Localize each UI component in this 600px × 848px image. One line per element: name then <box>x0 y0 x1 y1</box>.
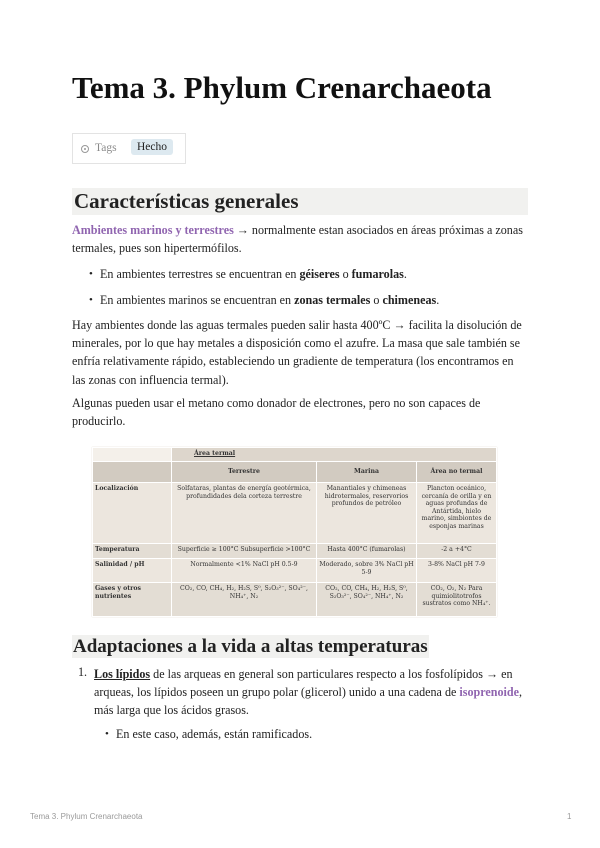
bullet-text: . <box>436 293 440 307</box>
table-header: Terrestre <box>172 462 317 483</box>
list-item <box>116 725 536 743</box>
numbered-item-lipidos <box>94 665 526 720</box>
table-header: Área no termal <box>417 462 497 483</box>
bullet-text: o <box>370 293 383 307</box>
bullet-bold: fumarolas <box>351 267 404 281</box>
page-number: 1 <box>567 812 572 821</box>
list-item <box>100 291 520 309</box>
table-cell: Manantiales y chimeneas hidrotermales, reservorios profundos de petróleo <box>317 483 417 544</box>
environment-table <box>92 447 497 617</box>
table-cell: Localización <box>93 483 172 544</box>
bullet-text: En ambientes marinos se encuentran en <box>100 293 295 307</box>
bullet-bold: zonas termales <box>294 293 371 307</box>
footer-title: Tema 3. Phylum Crenarchaeota <box>30 812 143 821</box>
list-item <box>100 265 520 283</box>
bullet-text: En ambientes terrestres se encuentran en <box>100 267 300 281</box>
table-row <box>93 448 497 462</box>
list-number: 1. <box>78 665 88 679</box>
table-cell: Moderado, sobre 3% NaCl pH 5-9 <box>317 559 417 583</box>
environment-table-image <box>92 447 497 617</box>
table-cell: CO₂, O₂, N₂ Para quimiolitotrofos sustratos como NH₄⁺. <box>417 583 497 617</box>
table-row <box>93 543 497 558</box>
paragraph-metano: Algunas pueden usar el metano como donador de electrones, pero no son capaces de producirlo. <box>72 396 481 429</box>
bullet-bold: chimeneas <box>382 293 437 307</box>
paragraph-temperatura: Hay ambientes donde las aguas termales pueden salir hasta 400ºC → facilita la disolución de minerales, por lo que hay metales a disposición como el azufre. La masa que sale también se enfría relativamente rápido, estableciendo un gradiente de temperatura (los encontramos en las zonas con influencia termal). <box>72 318 522 387</box>
bullet-text: En este caso, además, están ramificados. <box>116 727 313 741</box>
intro-text: → normalmente estan asociados en áreas próximas a zonas termales, pues son hipertermófilos. <box>72 223 523 256</box>
tags-property[interactable] <box>72 133 186 164</box>
tags-icon <box>81 145 89 153</box>
table-header <box>93 462 172 483</box>
table-cell: CO₂, CO, CH₄, H₂, H₂S, S⁰, S₂O₃²⁻, SO₄²⁻, NH₄⁺, N₂ <box>317 583 417 617</box>
table-cell: -2 a +4°C <box>417 543 497 558</box>
item-text: , más larga que los ácidos grasos. <box>94 685 523 718</box>
table-cell: Temperatura <box>93 543 172 558</box>
section-heading-caracteristicas: Características generales <box>72 188 528 215</box>
table-cell: Solfataras, plantas de energía geotérmica, profundidades dela corteza terrestre <box>172 483 317 544</box>
intro-paragraph <box>72 221 527 257</box>
highlight-ambientes: Ambientes marinos y terrestres <box>72 223 234 237</box>
bullet-text: . <box>403 267 407 281</box>
table-cell: Hasta 400°C (fumarolas) <box>317 543 417 558</box>
table-cell: CO₂, CO, CH₄, H₂, H₂S, S⁰, S₂O₃²⁻, SO₄²⁻, NH₄⁺, N₂ <box>172 583 317 617</box>
table-header: Marina <box>317 462 417 483</box>
page-title: Tema 3. Phylum Crenarchaeota <box>72 70 492 105</box>
table-area-title: Área termal <box>172 448 497 462</box>
table-row <box>93 559 497 583</box>
table-header-row <box>93 462 497 483</box>
table-cell: Gases y otros nutrientes <box>93 583 172 617</box>
bullet-bold: géiseres <box>299 267 340 281</box>
table-cell <box>93 448 172 462</box>
tag-chip[interactable]: Hecho <box>131 139 173 155</box>
table-cell: Superficie ≥ 100°C Subsuperficie >100°C <box>172 543 317 558</box>
table-cell: Normalmente <1% NaCl pH 0.5-9 <box>172 559 317 583</box>
table-cell: Salinidad / pH <box>93 559 172 583</box>
table-cell: 3-8% NaCl pH 7-9 <box>417 559 497 583</box>
section-heading-adaptaciones: Adaptaciones a la vida a altas temperaturas <box>73 636 428 657</box>
tags-label: Tags <box>95 142 117 154</box>
table-row <box>93 483 497 544</box>
item-text: de las arqueas en general son particulares respecto a los fosfolípidos → en arqueas, los lípidos poseen un grupo polar (glicerol) unido a una cadena de <box>94 667 513 700</box>
highlight-isoprenoide: isoprenoide <box>459 685 519 700</box>
bullet-text: o <box>339 267 352 281</box>
table-cell: Plancton oceánico, cercanía de orilla y en aguas profundas de Antártida, hielo marino, simbiontes de esponjas marinas <box>417 483 497 544</box>
lipidos-bold: Los lípidos <box>94 667 151 681</box>
table-row <box>93 583 497 617</box>
